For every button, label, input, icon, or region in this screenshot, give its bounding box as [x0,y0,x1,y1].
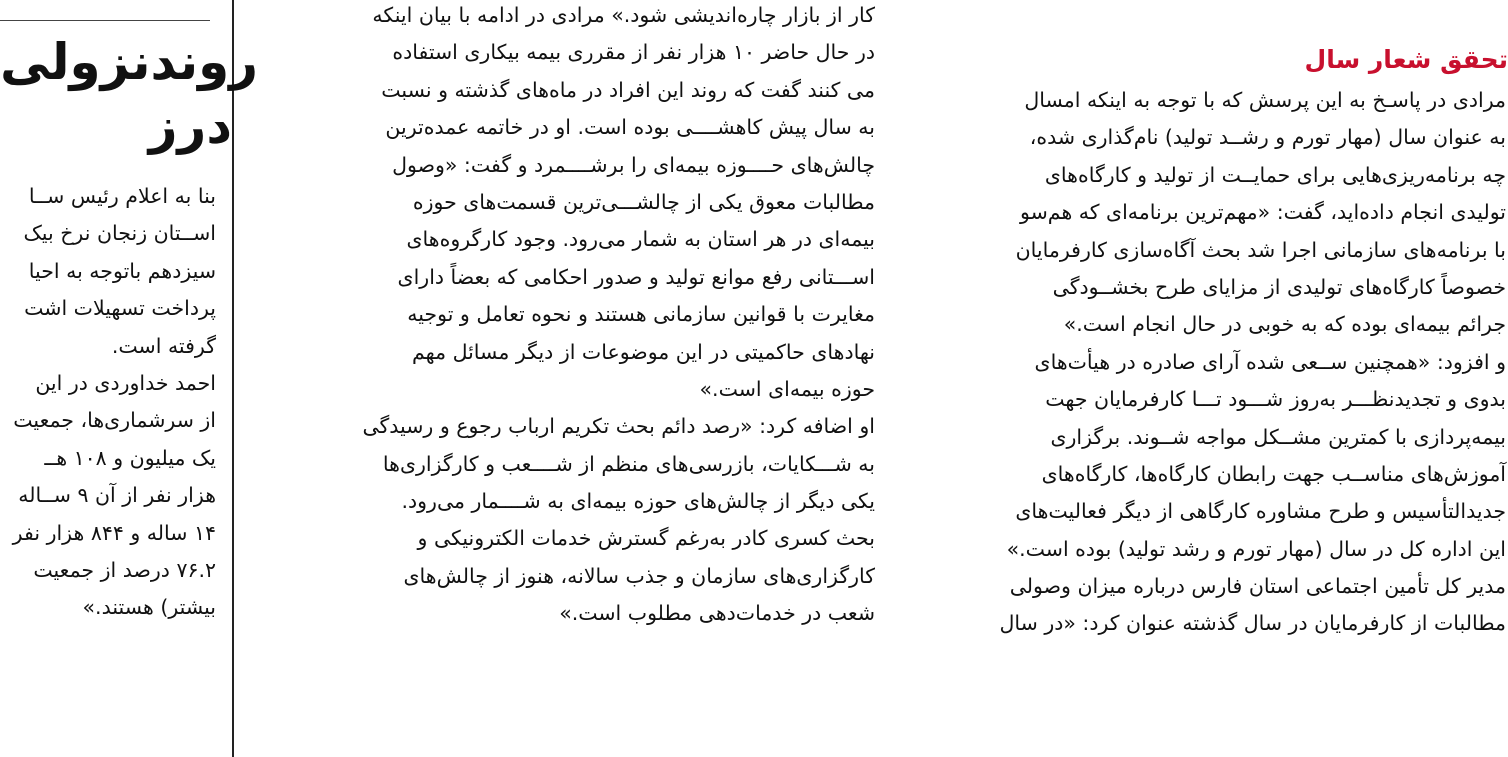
body-line: احمد خداوردی در این [35,370,216,395]
body-line: این اداره کل در سال (مهار تورم و رشد تولید) بوده است.» [1006,536,1506,561]
article-left-column [0,30,258,757]
headline-line-1: روندنزولی [0,33,258,91]
body-line: یک میلیون و ۱۰۸ هــ [44,445,216,470]
body-line: شعب در خدمات‌دهی مطلوب است.» [559,601,875,626]
body-line: خصوصاً کارگاه‌های تولیدی از مزایای طرح بخشــودگی [1052,274,1506,299]
body-line: تولیدی انجام داده‌اید، گفت: «مهم‌ترین برنامه‌ای که هم‌سو [1020,200,1506,225]
body-line: مدیر کل تأمین اجتماعی استان فارس درباره میزان وصولی [1009,574,1506,599]
column-divider-left [232,0,234,757]
body-line: آموزش‌های مناســب جهت رابطان کارگاه‌ها، کارگاه‌های [1041,461,1506,486]
headline-line-2: درز [148,97,232,155]
article-right-column [905,38,1508,757]
body-line: جرائم بیمه‌ای بوده که به خوبی در حال انجام است.» [1063,312,1506,337]
section-subhead: تحقق شعار سال [1304,45,1508,74]
right-body [905,82,1506,643]
body-line: اســـتانی رفع موانع تولید و صدور احکامی که بعضاً دارای [397,264,875,289]
body-line: از سرشماری‌ها، جمعیت [13,408,216,433]
body-line: به سال پیش کاهشــــی بوده است. او در خاتمه عمده‌ترین [385,115,875,140]
body-line: بیمه‌ای در هر استان به شمار می‌رود. وجود کارگروه‌های [406,227,875,252]
body-line: به عنوان سال (مهار تورم و رشــد تولید) نام‌گذاری شده، [1029,125,1506,150]
body-line: با برنامه‌های سازمانی اجرا شد بحث آگاه‌سازی کارفرمایان [1015,237,1506,262]
body-line: او اضافه کرد: «رصد دائم بحث تکریم ارباب رجوع و رسیدگی [362,414,875,439]
body-line: سیزدهم باتوجه به احیا [28,258,216,283]
top-rule-left [0,20,210,21]
body-line: بیمه‌پردازی با کمترین مشــکل مواجه شــوند. برگزاری [1050,424,1506,449]
body-line: ۱۴ ساله و ۸۴۴ هزار نفر [12,520,216,545]
body-line: به شـــکایات، بازرسی‌های منظم از شــــعب و کارگزاری‌ها [382,451,875,476]
body-line: نهادهای حاکمیتی در این موضوعات از دیگر مسائل مهم [411,339,875,364]
body-line: بحث کسری کادر به‌رغم گسترش خدمات الکترونیکی و [417,526,875,551]
body-line: کار از بازار چاره‌اندیشی شود.» مرادی در ادامه با بیان اینکه [372,3,875,27]
body-line: چالش‌های حــــوزه بیمه‌ای را برشــــمرد و گفت: «وصول [392,152,875,177]
body-line: اســتان زنجان نرخ بیک [23,221,216,246]
body-line: بدوی و تجدیدنظـــر به‌روز شـــود تـــا کارفرمایان جهت [1045,387,1506,412]
body-line: هزار نفر از آن ۹ ســاله [18,483,216,508]
body-line: ۷۶.۲ درصد از جمعیت [33,557,216,582]
article-middle-column [290,0,875,757]
body-line: گرفته است. [111,333,216,358]
body-line: بیشتر) هستند.» [82,595,216,620]
body-line: و افزود: «همچنین ســعی شده آرای صادره در هیأت‌های [1034,349,1506,374]
body-line: بنا به اعلام رئیس ســا [28,184,216,208]
body-line: جدیدالتأسیس و طرح مشاوره کارگاهی از دیگر فعالیت‌های [1015,499,1506,524]
body-line: در حال حاضر ۱۰ هزار نفر از مقرری بیمه بیکاری استفاده [392,40,875,65]
body-line: مغایرت با قوانین سازمانی هستند و نحوه تعامل و توجیه [407,302,875,327]
body-line: می کنند گفت که روند این افراد در ماه‌های گذشته و نسبت [381,77,875,102]
body-line: مطالبات از کارفرمایان در سال گذشته عنوان کرد: «در سال [999,611,1506,636]
body-line: چه برنامه‌ریزی‌هایی برای حمایــت از تولید و کارگاه‌های [1044,162,1506,187]
body-line: پرداخت تسهیلات اشت [24,296,216,321]
left-body [0,178,216,627]
body-line: کارگزاری‌های سازمان و جذب سالانه، هنوز از چالش‌های [403,563,875,588]
body-line: یکی دیگر از چالش‌های حوزه بیمه‌ای به شــــمار می‌رود. [401,489,875,514]
body-line: حوزه بیمه‌ای است.» [699,376,875,401]
body-line: مطالبات معوق یکی از چالشـــی‌ترین قسمت‌های حوزه [412,189,875,214]
body-line: مرادی در پاسـخ به این پرسش که با توجه به اینکه امسال [1024,88,1506,112]
